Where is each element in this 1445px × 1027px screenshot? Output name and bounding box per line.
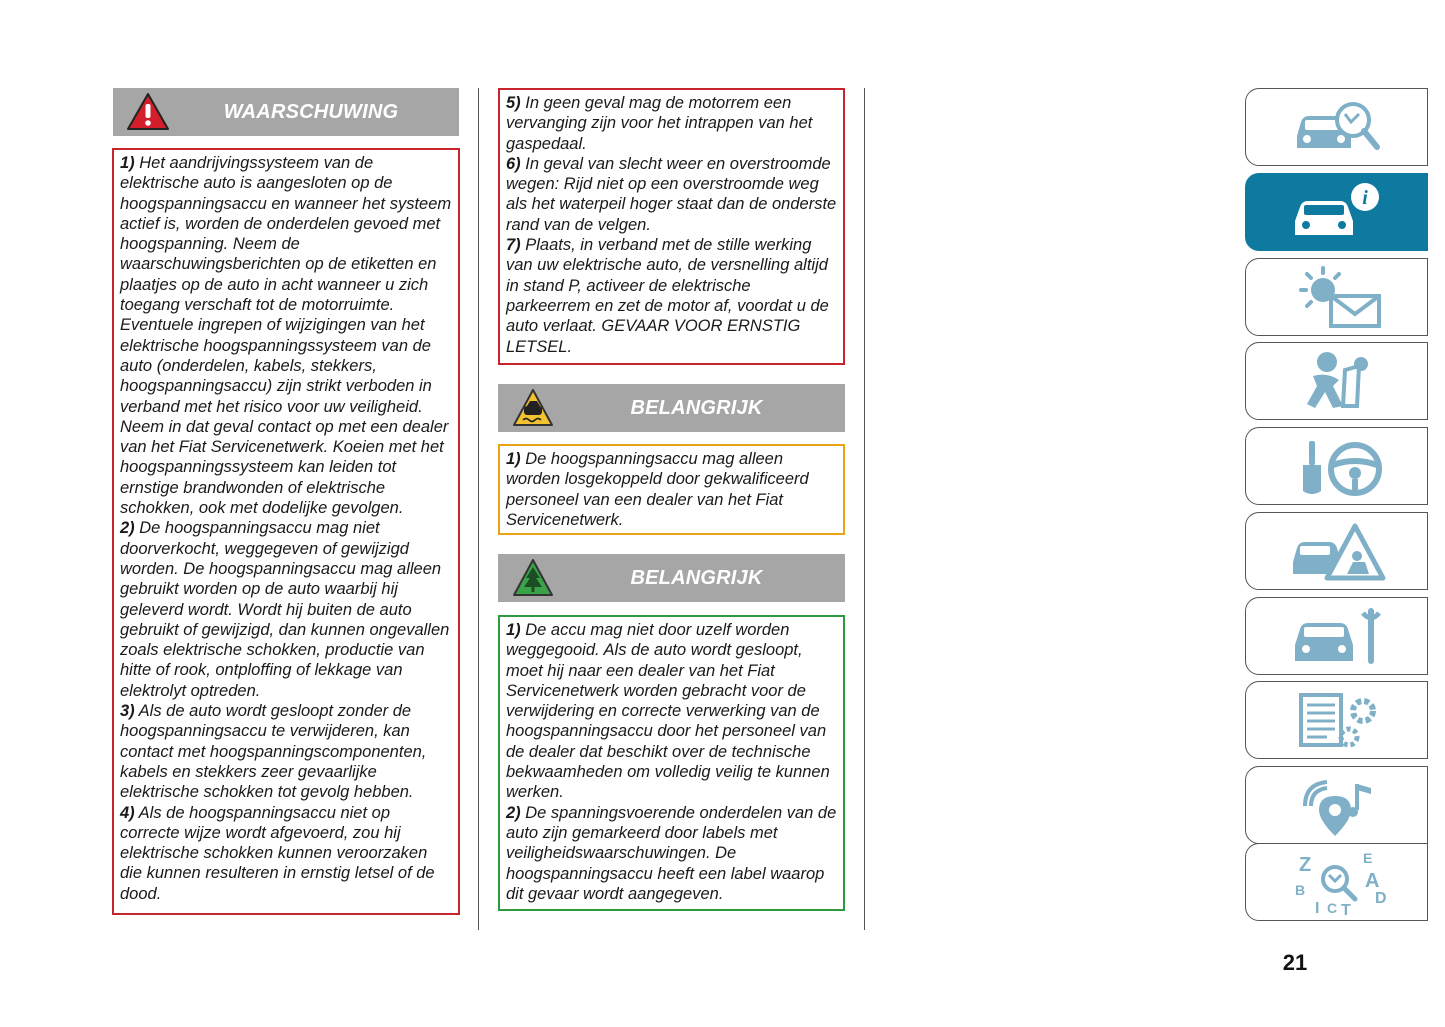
- tab-emergency[interactable]: [1245, 512, 1428, 590]
- index-letter: I: [1314, 900, 1319, 917]
- multimedia-icon: [1287, 770, 1387, 840]
- warning-item: 6) In geval van slecht weer en overstroomde wegen: Rijd niet op een overstroomde weg als het waterpeil hoger staat dan de onderste rand van de velgen.: [506, 154, 837, 234]
- tab-safety[interactable]: [1245, 342, 1428, 420]
- warning-item: 3) Als de auto wordt gesloopt zonder de hoogspanningsaccu te verwijderen, kan contact met hoogspanningscomponenten, kabels en stekkers zeer gevaarlijke elektrische schokken tot gevolg hebben.: [120, 702, 427, 802]
- tab-index[interactable]: [1245, 843, 1428, 921]
- index-letter: C: [1326, 900, 1337, 916]
- index-letter: B: [1294, 882, 1305, 898]
- key-steering-wheel-icon: [1287, 431, 1387, 501]
- svg-text:i: i: [1361, 187, 1368, 209]
- alphabetical-index-icon: [1287, 847, 1387, 917]
- index-letter: D: [1374, 890, 1387, 907]
- important-item: 1) De hoogspanningsaccu mag alleen worden losgekoppeld door gekwalificeerd personeel van een dealer van het Fiat Servicenetwerk.: [506, 450, 809, 529]
- warning-item: 4) Als de hoogspanningsaccu niet op correcte wijze wordt afgevoerd, zou hij elektrische schokken kunnen veroorzaken die kunnen resulteren in ernstig letsel of de dood.: [120, 803, 435, 903]
- environment-tree-icon: [498, 554, 568, 602]
- warning-item: 5) In geen geval mag de motorrem een vervanging zijn voor het intrappen van het gaspedaal.: [506, 94, 813, 153]
- important-env-box: [498, 615, 845, 911]
- column-divider: [478, 88, 479, 930]
- important-env-title: BELANGRIJK: [630, 566, 763, 589]
- warning-title: WAARSCHUWING: [223, 100, 399, 123]
- important-env-header: [498, 554, 845, 602]
- warning-item: 7) Plaats, in verband met de stille werking van uw elektrische auto, de versnelling altijd in stand P, activeer de elektrische parkeerrem en zet de motor af, voordat u de auto verlaat. GEVAAR VOOR ERNSTIG LETSEL.: [506, 236, 829, 356]
- warning-item: 1) Het aandrijvingssysteem van de elektrische auto is aangesloten op de hoogspanningsaccu en wanneer het systeem actief is, worden de onderdelen gevoed met hoogspanning. Neem de waarschuwingsberichten op de etiketten en plaatjes op de auto in acht wanneer u zich toegang verschaft tot de motorruimte. Eventuele ingrepen of wijzigingen van het elektrische hoogspanningssysteem van de auto (onderdelen, kabels, stekkers, hoogspanningsaccu) zijn strikt verboden in verband met het risico voor uw veiligheid. Neem in dat geval contact op met een dealer van het Fiat Servicenetwerk. Koeien met het hoogspanningssysteem kan leiden tot ernstige brandwonden of elektrische schokken, ook met dodelijke gevolgen.: [120, 154, 452, 518]
- index-letter: A: [1364, 870, 1379, 892]
- tab-car-search[interactable]: [1245, 88, 1428, 166]
- slippery-car-icon: [498, 384, 568, 432]
- technical-data-icon: [1287, 685, 1387, 755]
- important-item: 2) De spanningsvoerende onderdelen van de auto zijn gemarkeerd door labels met veiligheidswaarschuwingen. De hoogspanningsaccu heeft een label waarop dit gevaar wordt aangegeven.: [506, 803, 837, 903]
- index-letter: Z: [1298, 854, 1311, 876]
- important-item: 1) De accu mag niet door uzelf worden weggegooid. Als de auto wordt gesloopt, moet hij naar een dealer van het Fiat Servicenetwerk worden gebracht voor de verwijdering en correcte verwerking van de hoogspanningsaccu door het personeel van de dealer dat beschikt over de technische bekwaamheden om volledig veilig te kunnen werken.: [506, 621, 830, 802]
- warning-triangle-icon: [113, 88, 183, 136]
- important-car-header: [498, 384, 845, 432]
- important-car-title: BELANGRIJK: [630, 396, 763, 419]
- page-number: 21: [1282, 950, 1308, 975]
- tab-technical-data[interactable]: [1245, 681, 1428, 759]
- car-maintenance-icon: [1287, 601, 1387, 671]
- index-letter: T: [1340, 902, 1351, 917]
- column-divider: [864, 88, 865, 930]
- warning-item: 2) De hoogspanningsaccu mag niet doorverkocht, weggegeven of gewijzigd worden. De hoogspanningsaccu mag alleen gebruikt worden op de auto waarbij hij geleverd wordt. Wordt hij buiten de auto gebruikt of gewijzigd, dan kunnen ongevallen zoals elektrische schokken, productie van hitte of rook, ontploffing of lekkage van elektrolyt optreden.: [120, 519, 450, 700]
- car-search-icon: [1287, 92, 1387, 162]
- tab-multimedia[interactable]: [1245, 766, 1428, 844]
- tab-maintenance[interactable]: [1245, 597, 1428, 675]
- car-info-icon: [1287, 177, 1387, 247]
- warning-lights-message-icon: [1287, 262, 1387, 332]
- car-emergency-icon: [1287, 516, 1387, 586]
- tab-start-drive[interactable]: [1245, 427, 1428, 505]
- warning-continued-box: [498, 88, 845, 365]
- important-car-box: [498, 444, 845, 535]
- index-letter: E: [1362, 850, 1372, 866]
- tab-warning-lights[interactable]: [1245, 258, 1428, 336]
- warning-header: [113, 88, 459, 136]
- tab-car-info[interactable]: [1245, 173, 1428, 251]
- warning-box: [112, 148, 460, 915]
- safety-seat-airbag-icon: [1287, 346, 1387, 416]
